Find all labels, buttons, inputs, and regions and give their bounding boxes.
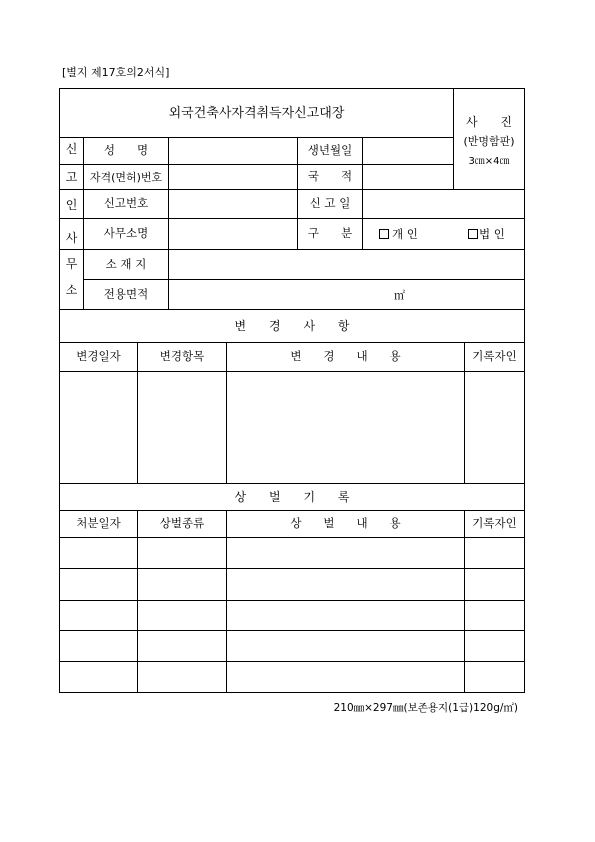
changes-col-date: 변경일자: [76, 349, 121, 364]
photo-size-type: (반명함판): [463, 135, 515, 148]
option-corporate[interactable]: [468, 219, 505, 249]
office-char-1: 사: [65, 231, 78, 245]
office-char-3: 소: [65, 283, 78, 297]
nationality-label: 국 적: [307, 169, 353, 184]
sanctions-col-recorder: 기록자인: [472, 516, 517, 531]
office-group-label: [60, 232, 83, 296]
photo-box: [454, 89, 524, 189]
changes-col-content: 변 경 내 용: [290, 349, 401, 364]
office-name-field[interactable]: [169, 219, 297, 249]
sanctions-col-type: 상벌종류: [159, 516, 205, 531]
report-date-label: 신 고 일: [309, 196, 351, 211]
sanctions-col-content: 상 벌 내 용: [290, 516, 401, 531]
form-title: 외국건축사자격취득자신고대장: [168, 105, 345, 121]
office-area-field[interactable]: [169, 280, 524, 309]
registrant-group-label: [60, 143, 83, 211]
birth-date-field[interactable]: [363, 138, 453, 164]
report-date-field[interactable]: [363, 190, 524, 218]
office-area-label: 전용면적: [103, 286, 149, 301]
form-reference: [별지 제17호의2서식]: [62, 66, 170, 79]
changes-col-recorder: 기록자인: [472, 349, 517, 364]
report-number-field[interactable]: [169, 190, 297, 218]
area-unit: ㎡: [394, 289, 405, 302]
office-char-2: 무: [65, 257, 78, 271]
name-field[interactable]: [169, 138, 297, 164]
registrant-char-2: 고: [65, 170, 78, 184]
sanctions-row[interactable]: [60, 569, 524, 600]
photo-dimensions: 3㎝×4㎝: [468, 156, 510, 167]
office-address-field[interactable]: [169, 250, 524, 279]
changes-col-item: 변경항목: [159, 349, 205, 364]
office-name-label: 사무소명: [103, 226, 149, 241]
office-address-label: 소 재 지: [105, 256, 147, 271]
license-number-field[interactable]: [169, 165, 297, 189]
nationality-field[interactable]: [363, 165, 453, 189]
sanctions-row[interactable]: [60, 631, 524, 661]
changes-entry-area[interactable]: [60, 372, 524, 483]
sanctions-section-title: 상 벌 기 록: [234, 490, 350, 504]
registrant-char-3: 인: [65, 198, 78, 212]
corporate-checkbox[interactable]: [468, 229, 478, 239]
license-number-label: 자격(면허)번호: [89, 170, 163, 184]
individual-checkbox[interactable]: [379, 229, 389, 239]
report-number-label: 신고번호: [103, 196, 149, 211]
option-individual[interactable]: [379, 219, 418, 249]
individual-option-label: 개 인: [392, 227, 418, 241]
birth-date-label: 생년월일: [307, 143, 353, 158]
changes-section-title: 변 경 사 항: [234, 319, 350, 333]
sanctions-col-date: 처분일자: [76, 516, 121, 531]
sanctions-row[interactable]: [60, 662, 524, 692]
registrant-char-1: 신: [65, 142, 78, 156]
name-label: 성 명: [103, 143, 149, 158]
corporate-option-label: 법 인: [479, 227, 505, 241]
sanctions-row[interactable]: [60, 601, 524, 630]
paper-spec: 210㎜×297㎜(보존용지(1급)120g/㎡): [333, 702, 518, 714]
photo-label: 사 진: [465, 115, 513, 129]
sanctions-row[interactable]: [60, 538, 524, 568]
office-type-label: 구 분: [307, 226, 353, 241]
